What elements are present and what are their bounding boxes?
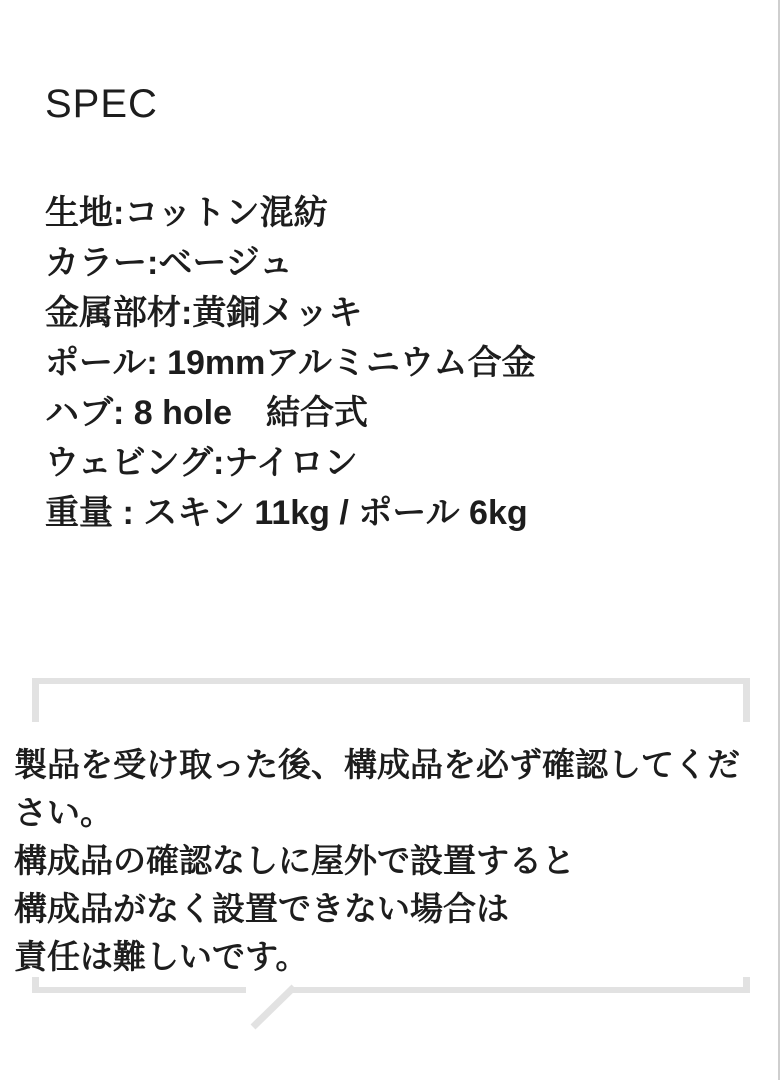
spec-item-hub: ハブ: 8 hole 結合式	[45, 394, 369, 432]
notice-line-2: 構成品の確認なしに屋外で設置すると	[14, 842, 575, 879]
spec-item-color: カラー:ベージュ	[45, 244, 293, 282]
spec-item-weight: 重量 : スキン 11kg / ポール 6kg	[45, 494, 528, 532]
spec-item-fabric: 生地:コットン混紡	[45, 194, 328, 232]
notice-line-4: 責任は難しいです。	[14, 938, 309, 975]
notice-line-1: 製品を受け取った後、構成品を必ず確認してください。	[14, 746, 740, 831]
spec-section-heading: SPEC	[45, 82, 158, 126]
spec-item-webbing: ウェビング:ナイロン	[45, 444, 358, 482]
page-right-edge-line	[778, 0, 780, 1080]
bubble-tail	[253, 987, 294, 1027]
spec-list	[45, 188, 755, 538]
spec-item-metal: 金属部材:黄銅メッキ	[45, 294, 363, 332]
notice-line-3: 構成品がなく設置できない場合は	[14, 890, 509, 927]
notice-text-block	[14, 741, 772, 981]
spec-item-pole: ポール: 19mmアルミニウム合金	[45, 344, 536, 382]
